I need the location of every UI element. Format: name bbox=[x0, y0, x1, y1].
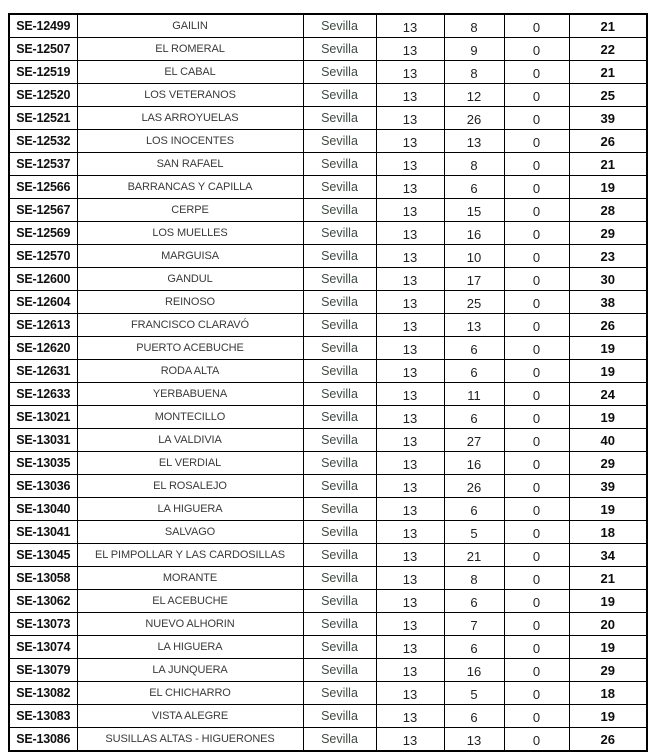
cell-col4: 13 bbox=[376, 337, 444, 360]
cell-total: 28 bbox=[569, 199, 647, 222]
table-row bbox=[9, 245, 647, 268]
cell-name: EL CHICHARRO bbox=[77, 682, 303, 705]
cell-col4: 13 bbox=[376, 728, 444, 752]
cell-name: LOS MUELLES bbox=[77, 222, 303, 245]
table-row bbox=[9, 475, 647, 498]
cell-col6: 0 bbox=[504, 130, 569, 153]
cell-province: Sevilla bbox=[303, 452, 376, 475]
cell-code: SE-12631 bbox=[9, 360, 77, 383]
cell-col6: 0 bbox=[504, 590, 569, 613]
cell-col6: 0 bbox=[504, 636, 569, 659]
cell-col4: 13 bbox=[376, 14, 444, 38]
cell-code: SE-12521 bbox=[9, 107, 77, 130]
cell-col4: 13 bbox=[376, 153, 444, 176]
cell-province: Sevilla bbox=[303, 659, 376, 682]
cell-col5: 26 bbox=[444, 475, 504, 498]
cell-province: Sevilla bbox=[303, 728, 376, 752]
cell-name: EL ROSALEJO bbox=[77, 475, 303, 498]
cell-province: Sevilla bbox=[303, 429, 376, 452]
table-row bbox=[9, 659, 647, 682]
cell-col6: 0 bbox=[504, 383, 569, 406]
cell-col5: 26 bbox=[444, 107, 504, 130]
cell-col4: 13 bbox=[376, 613, 444, 636]
cell-col4: 13 bbox=[376, 199, 444, 222]
table-row bbox=[9, 567, 647, 590]
cell-col4: 13 bbox=[376, 130, 444, 153]
cell-province: Sevilla bbox=[303, 567, 376, 590]
cell-col5: 27 bbox=[444, 429, 504, 452]
cell-province: Sevilla bbox=[303, 613, 376, 636]
table-row bbox=[9, 498, 647, 521]
table-row bbox=[9, 222, 647, 245]
cell-code: SE-12507 bbox=[9, 38, 77, 61]
cell-col6: 0 bbox=[504, 337, 569, 360]
cell-code: SE-12567 bbox=[9, 199, 77, 222]
cell-col6: 0 bbox=[504, 728, 569, 752]
cell-col6: 0 bbox=[504, 475, 569, 498]
cell-province: Sevilla bbox=[303, 636, 376, 659]
table-row bbox=[9, 682, 647, 705]
cell-province: Sevilla bbox=[303, 705, 376, 728]
cell-name: EL CABAL bbox=[77, 61, 303, 84]
cell-code: SE-13086 bbox=[9, 728, 77, 752]
cell-col5: 13 bbox=[444, 130, 504, 153]
cell-province: Sevilla bbox=[303, 222, 376, 245]
data-table bbox=[8, 13, 648, 752]
table-row bbox=[9, 130, 647, 153]
cell-code: SE-13045 bbox=[9, 544, 77, 567]
cell-code: SE-12566 bbox=[9, 176, 77, 199]
cell-province: Sevilla bbox=[303, 590, 376, 613]
cell-province: Sevilla bbox=[303, 475, 376, 498]
cell-col4: 13 bbox=[376, 176, 444, 199]
cell-total: 19 bbox=[569, 498, 647, 521]
cell-total: 19 bbox=[569, 176, 647, 199]
cell-col4: 13 bbox=[376, 590, 444, 613]
cell-code: SE-12537 bbox=[9, 153, 77, 176]
cell-name: LA VALDIVIA bbox=[77, 429, 303, 452]
table-row bbox=[9, 728, 647, 752]
cell-col4: 13 bbox=[376, 245, 444, 268]
cell-code: SE-13035 bbox=[9, 452, 77, 475]
cell-col4: 13 bbox=[376, 61, 444, 84]
table-row bbox=[9, 61, 647, 84]
table-row bbox=[9, 452, 647, 475]
cell-col5: 5 bbox=[444, 682, 504, 705]
cell-col5: 6 bbox=[444, 406, 504, 429]
cell-total: 26 bbox=[569, 130, 647, 153]
cell-code: SE-13083 bbox=[9, 705, 77, 728]
cell-col6: 0 bbox=[504, 314, 569, 337]
cell-name: NUEVO ALHORIN bbox=[77, 613, 303, 636]
cell-province: Sevilla bbox=[303, 84, 376, 107]
cell-col6: 0 bbox=[504, 360, 569, 383]
cell-total: 20 bbox=[569, 613, 647, 636]
cell-col4: 13 bbox=[376, 268, 444, 291]
cell-col6: 0 bbox=[504, 107, 569, 130]
table-row bbox=[9, 268, 647, 291]
cell-col4: 13 bbox=[376, 84, 444, 107]
cell-col4: 13 bbox=[376, 636, 444, 659]
cell-total: 21 bbox=[569, 153, 647, 176]
table-row bbox=[9, 107, 647, 130]
cell-col5: 8 bbox=[444, 14, 504, 38]
cell-col4: 13 bbox=[376, 291, 444, 314]
cell-code: SE-12499 bbox=[9, 14, 77, 38]
cell-col5: 6 bbox=[444, 360, 504, 383]
cell-total: 21 bbox=[569, 14, 647, 38]
cell-total: 19 bbox=[569, 705, 647, 728]
cell-name: REINOSO bbox=[77, 291, 303, 314]
cell-col4: 13 bbox=[376, 107, 444, 130]
cell-col4: 13 bbox=[376, 544, 444, 567]
cell-col6: 0 bbox=[504, 613, 569, 636]
cell-col4: 13 bbox=[376, 452, 444, 475]
table-row bbox=[9, 314, 647, 337]
cell-total: 18 bbox=[569, 682, 647, 705]
cell-col6: 0 bbox=[504, 452, 569, 475]
table-row bbox=[9, 406, 647, 429]
cell-col4: 13 bbox=[376, 383, 444, 406]
table-row bbox=[9, 636, 647, 659]
cell-total: 22 bbox=[569, 38, 647, 61]
cell-province: Sevilla bbox=[303, 498, 376, 521]
cell-code: SE-12519 bbox=[9, 61, 77, 84]
table-row bbox=[9, 14, 647, 38]
cell-total: 19 bbox=[569, 360, 647, 383]
cell-col4: 13 bbox=[376, 406, 444, 429]
cell-col5: 21 bbox=[444, 544, 504, 567]
cell-name: VISTA ALEGRE bbox=[77, 705, 303, 728]
cell-name: GAILIN bbox=[77, 14, 303, 38]
cell-col5: 13 bbox=[444, 728, 504, 752]
cell-province: Sevilla bbox=[303, 360, 376, 383]
table-row bbox=[9, 590, 647, 613]
cell-total: 23 bbox=[569, 245, 647, 268]
cell-total: 40 bbox=[569, 429, 647, 452]
cell-province: Sevilla bbox=[303, 153, 376, 176]
cell-col4: 13 bbox=[376, 682, 444, 705]
cell-name: PUERTO ACEBUCHE bbox=[77, 337, 303, 360]
cell-col5: 16 bbox=[444, 659, 504, 682]
cell-code: SE-12532 bbox=[9, 130, 77, 153]
cell-code: SE-12613 bbox=[9, 314, 77, 337]
cell-col5: 8 bbox=[444, 567, 504, 590]
cell-code: SE-13062 bbox=[9, 590, 77, 613]
table-row bbox=[9, 337, 647, 360]
cell-col5: 6 bbox=[444, 590, 504, 613]
cell-province: Sevilla bbox=[303, 682, 376, 705]
cell-col6: 0 bbox=[504, 38, 569, 61]
cell-total: 38 bbox=[569, 291, 647, 314]
cell-code: SE-13021 bbox=[9, 406, 77, 429]
cell-code: SE-13074 bbox=[9, 636, 77, 659]
cell-col4: 13 bbox=[376, 314, 444, 337]
cell-code: SE-13041 bbox=[9, 521, 77, 544]
cell-name: EL ROMERAL bbox=[77, 38, 303, 61]
cell-col6: 0 bbox=[504, 245, 569, 268]
table-row bbox=[9, 429, 647, 452]
cell-total: 21 bbox=[569, 61, 647, 84]
cell-col5: 16 bbox=[444, 222, 504, 245]
cell-col5: 7 bbox=[444, 613, 504, 636]
cell-col6: 0 bbox=[504, 222, 569, 245]
cell-province: Sevilla bbox=[303, 130, 376, 153]
table-body bbox=[9, 14, 647, 751]
cell-col5: 6 bbox=[444, 176, 504, 199]
cell-col5: 17 bbox=[444, 268, 504, 291]
cell-col6: 0 bbox=[504, 498, 569, 521]
table-row bbox=[9, 521, 647, 544]
cell-name: BARRANCAS Y CAPILLA bbox=[77, 176, 303, 199]
cell-code: SE-12520 bbox=[9, 84, 77, 107]
cell-col5: 6 bbox=[444, 636, 504, 659]
cell-province: Sevilla bbox=[303, 544, 376, 567]
cell-col5: 12 bbox=[444, 84, 504, 107]
cell-col4: 13 bbox=[376, 360, 444, 383]
cell-name: MORANTE bbox=[77, 567, 303, 590]
cell-name: LA JUNQUERA bbox=[77, 659, 303, 682]
cell-name: GANDUL bbox=[77, 268, 303, 291]
cell-col6: 0 bbox=[504, 291, 569, 314]
cell-name: LA HIGUERA bbox=[77, 636, 303, 659]
cell-province: Sevilla bbox=[303, 291, 376, 314]
cell-col6: 0 bbox=[504, 61, 569, 84]
cell-total: 19 bbox=[569, 406, 647, 429]
cell-col5: 16 bbox=[444, 452, 504, 475]
cell-total: 29 bbox=[569, 659, 647, 682]
cell-name: LOS VETERANOS bbox=[77, 84, 303, 107]
cell-col6: 0 bbox=[504, 521, 569, 544]
table-row bbox=[9, 38, 647, 61]
cell-province: Sevilla bbox=[303, 14, 376, 38]
cell-code: SE-13079 bbox=[9, 659, 77, 682]
cell-name: FRANCISCO CLARAVÓ bbox=[77, 314, 303, 337]
cell-col5: 9 bbox=[444, 38, 504, 61]
cell-province: Sevilla bbox=[303, 337, 376, 360]
table-row bbox=[9, 291, 647, 314]
cell-province: Sevilla bbox=[303, 176, 376, 199]
cell-name: MARGUISA bbox=[77, 245, 303, 268]
cell-province: Sevilla bbox=[303, 38, 376, 61]
cell-col5: 10 bbox=[444, 245, 504, 268]
cell-code: SE-13058 bbox=[9, 567, 77, 590]
cell-name: EL VERDIAL bbox=[77, 452, 303, 475]
cell-col5: 6 bbox=[444, 498, 504, 521]
cell-name: SAN RAFAEL bbox=[77, 153, 303, 176]
cell-total: 21 bbox=[569, 567, 647, 590]
cell-code: SE-13031 bbox=[9, 429, 77, 452]
cell-col5: 8 bbox=[444, 153, 504, 176]
cell-code: SE-12620 bbox=[9, 337, 77, 360]
cell-col5: 15 bbox=[444, 199, 504, 222]
table-row bbox=[9, 153, 647, 176]
cell-province: Sevilla bbox=[303, 383, 376, 406]
cell-col5: 11 bbox=[444, 383, 504, 406]
table-row bbox=[9, 383, 647, 406]
cell-col4: 13 bbox=[376, 475, 444, 498]
cell-total: 24 bbox=[569, 383, 647, 406]
cell-name: MONTECILLO bbox=[77, 406, 303, 429]
cell-name: CERPE bbox=[77, 199, 303, 222]
cell-code: SE-13073 bbox=[9, 613, 77, 636]
cell-name: SUSILLAS ALTAS - HIGUERONES bbox=[77, 728, 303, 752]
cell-province: Sevilla bbox=[303, 245, 376, 268]
cell-total: 29 bbox=[569, 222, 647, 245]
cell-col6: 0 bbox=[504, 14, 569, 38]
cell-code: SE-12604 bbox=[9, 291, 77, 314]
table-row bbox=[9, 705, 647, 728]
cell-col6: 0 bbox=[504, 268, 569, 291]
cell-name: LA HIGUERA bbox=[77, 498, 303, 521]
cell-col4: 13 bbox=[376, 567, 444, 590]
cell-col4: 13 bbox=[376, 38, 444, 61]
table-row bbox=[9, 613, 647, 636]
cell-total: 18 bbox=[569, 521, 647, 544]
cell-col6: 0 bbox=[504, 84, 569, 107]
cell-col4: 13 bbox=[376, 222, 444, 245]
cell-province: Sevilla bbox=[303, 406, 376, 429]
cell-name: YERBABUENA bbox=[77, 383, 303, 406]
cell-col4: 13 bbox=[376, 498, 444, 521]
cell-col6: 0 bbox=[504, 429, 569, 452]
table-row bbox=[9, 199, 647, 222]
cell-province: Sevilla bbox=[303, 199, 376, 222]
cell-col4: 13 bbox=[376, 521, 444, 544]
cell-name: LOS INOCENTES bbox=[77, 130, 303, 153]
cell-col4: 13 bbox=[376, 659, 444, 682]
cell-total: 34 bbox=[569, 544, 647, 567]
table-row bbox=[9, 544, 647, 567]
cell-total: 26 bbox=[569, 314, 647, 337]
cell-code: SE-12633 bbox=[9, 383, 77, 406]
cell-total: 39 bbox=[569, 107, 647, 130]
cell-total: 25 bbox=[569, 84, 647, 107]
cell-code: SE-13082 bbox=[9, 682, 77, 705]
cell-col5: 6 bbox=[444, 337, 504, 360]
cell-col5: 6 bbox=[444, 705, 504, 728]
cell-province: Sevilla bbox=[303, 268, 376, 291]
table-row bbox=[9, 84, 647, 107]
cell-province: Sevilla bbox=[303, 314, 376, 337]
cell-col4: 13 bbox=[376, 429, 444, 452]
cell-col6: 0 bbox=[504, 176, 569, 199]
cell-province: Sevilla bbox=[303, 521, 376, 544]
cell-col6: 0 bbox=[504, 406, 569, 429]
cell-name: EL ACEBUCHE bbox=[77, 590, 303, 613]
cell-province: Sevilla bbox=[303, 61, 376, 84]
table-row bbox=[9, 176, 647, 199]
cell-code: SE-12570 bbox=[9, 245, 77, 268]
cell-col6: 0 bbox=[504, 705, 569, 728]
cell-code: SE-12600 bbox=[9, 268, 77, 291]
table-row bbox=[9, 360, 647, 383]
cell-col6: 0 bbox=[504, 567, 569, 590]
cell-name: SALVAGO bbox=[77, 521, 303, 544]
cell-col6: 0 bbox=[504, 199, 569, 222]
cell-col5: 5 bbox=[444, 521, 504, 544]
cell-name: LAS ARROYUELAS bbox=[77, 107, 303, 130]
cell-code: SE-12569 bbox=[9, 222, 77, 245]
cell-total: 19 bbox=[569, 590, 647, 613]
cell-total: 26 bbox=[569, 728, 647, 752]
cell-code: SE-13040 bbox=[9, 498, 77, 521]
cell-total: 19 bbox=[569, 636, 647, 659]
cell-total: 39 bbox=[569, 475, 647, 498]
cell-name: RODA ALTA bbox=[77, 360, 303, 383]
cell-name: EL PIMPOLLAR Y LAS CARDOSILLAS bbox=[77, 544, 303, 567]
cell-col4: 13 bbox=[376, 705, 444, 728]
cell-col5: 25 bbox=[444, 291, 504, 314]
cell-total: 30 bbox=[569, 268, 647, 291]
cell-total: 29 bbox=[569, 452, 647, 475]
cell-col6: 0 bbox=[504, 682, 569, 705]
cell-col5: 13 bbox=[444, 314, 504, 337]
cell-col6: 0 bbox=[504, 153, 569, 176]
cell-province: Sevilla bbox=[303, 107, 376, 130]
cell-col6: 0 bbox=[504, 544, 569, 567]
cell-total: 19 bbox=[569, 337, 647, 360]
cell-col6: 0 bbox=[504, 659, 569, 682]
cell-col5: 8 bbox=[444, 61, 504, 84]
cell-code: SE-13036 bbox=[9, 475, 77, 498]
